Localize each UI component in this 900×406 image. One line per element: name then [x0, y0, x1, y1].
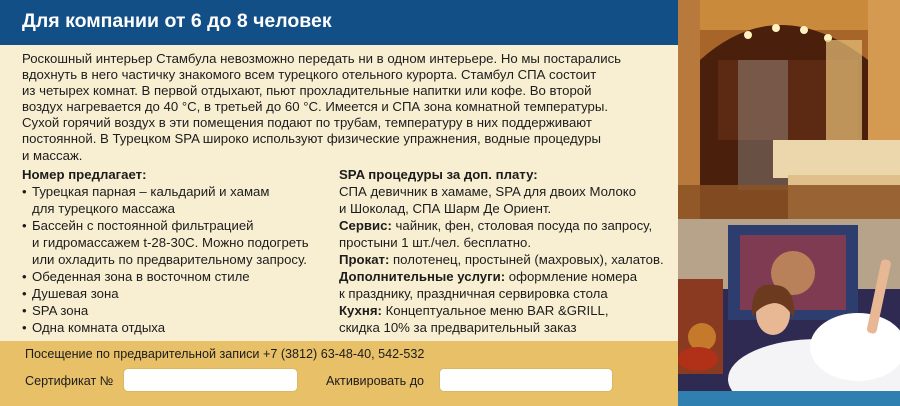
- spa-procedures-line: и Шоколад, СПА Шарм Де Ориент.: [339, 201, 552, 216]
- intro-line: постоянной. В Турецком SPA широко используют физические упражнения, водные процедуры: [22, 131, 601, 147]
- intro-paragraph: [22, 51, 678, 164]
- list-item-text: Бассейн с постоянной фильтрацией: [32, 218, 254, 233]
- list-item: [22, 285, 322, 302]
- rental-text: полотенец, простыней (махровых), халатов.: [389, 252, 664, 267]
- page-title: Для компании от 6 до 8 человек: [22, 10, 332, 32]
- bath-woman-photo: [678, 219, 900, 406]
- service-label: Сервис:: [339, 218, 392, 233]
- kitchen-line: скидка 10% за предварительный заказ: [339, 320, 577, 335]
- list-item-text: Душевая зона: [32, 286, 119, 301]
- list-item-text: Одна комната отдыха: [32, 320, 166, 335]
- list-item-continuation: или охладить по предварительному запросу.: [32, 252, 307, 267]
- bullet-icon: •: [22, 184, 27, 199]
- hamam-interior-photo: [678, 0, 900, 219]
- bullet-icon: •: [22, 218, 27, 233]
- activate-until-input[interactable]: [439, 368, 613, 392]
- rental-label: Прокат:: [339, 252, 390, 267]
- bullet-icon: •: [22, 320, 27, 335]
- activate-until-label: Активировать до: [326, 374, 425, 388]
- list-item: [22, 268, 322, 285]
- list-item-continuation: для турецкого массажа: [32, 201, 175, 216]
- footer-band: [0, 341, 678, 406]
- service-line: простыни 1 шт./чел. бесплатно.: [339, 235, 532, 250]
- service-line: [339, 217, 678, 234]
- spa-procedures-line: СПА девичник в хамаме, SPA для двоих Молоко: [339, 184, 637, 199]
- additional-services-line: [339, 268, 678, 285]
- certificate-number-input[interactable]: [123, 368, 298, 392]
- intro-line: вдохнуть в него частичку знакомого всем турецкого отельного курорта. Стамбул СПА состоит: [22, 67, 597, 83]
- list-item: [22, 217, 322, 234]
- rental-line: [339, 251, 678, 268]
- list-item: [22, 183, 322, 200]
- list-item: [22, 319, 322, 336]
- list-item-continuation: и гидромассажем t-28-30C. Можно подогреть: [32, 235, 309, 250]
- additional-services-label: Дополнительные услуги:: [339, 269, 506, 284]
- description-area: [0, 45, 678, 341]
- bullet-icon: •: [22, 286, 27, 301]
- service-text: чайник, фен, столовая посуда по запросу,: [391, 218, 653, 233]
- header-band: [0, 0, 678, 45]
- kitchen-label: Кухня:: [339, 303, 382, 318]
- booking-phone-text: Посещение по предварительной записи +7 (3812) 63-48-40, 542-532: [25, 347, 425, 361]
- kitchen-line: [339, 302, 678, 319]
- list-item: [22, 302, 322, 319]
- room-offer-list: [22, 166, 322, 336]
- certificate-label: Сертификат №: [25, 374, 114, 388]
- intro-line: Роскошный интерьер Стамбула невозможно передать ни в одном интерьере. Но мы постарались: [22, 51, 622, 66]
- intro-line: из четырех комнат. В первой отдыхают, пьют прохладительные напитки или кофе. Во второй: [22, 83, 592, 99]
- additional-services-text: оформление номера: [505, 269, 638, 284]
- intro-line: и массаж.: [22, 147, 83, 163]
- room-offer-heading: Номер предлагает:: [22, 167, 147, 182]
- photo-column: [678, 0, 900, 406]
- kitchen-text: Концептуальное меню BAR &GRILL,: [381, 303, 609, 318]
- spa-procedures-heading: SPA процедуры за доп. плату:: [339, 167, 538, 182]
- list-item-text: Обеденная зона в восточном стиле: [32, 269, 250, 284]
- intro-line: Сухой горячий воздух в эти помещения подают по трубам, температуру в них поддерживают: [22, 115, 592, 131]
- list-item-text: SPA зона: [32, 303, 89, 318]
- bullet-icon: •: [22, 269, 27, 284]
- intro-line: воздух нагревается до 40 °С, в третьей до 60 °С. Имеется и СПА зона комнатной температуры.: [22, 99, 608, 115]
- extra-services-list: [339, 166, 678, 336]
- bullet-icon: •: [22, 303, 27, 318]
- list-item-text: Турецкая парная – кальдарий и хамам: [32, 184, 270, 199]
- additional-services-line: к празднику, праздничная сервировка стола: [339, 286, 608, 301]
